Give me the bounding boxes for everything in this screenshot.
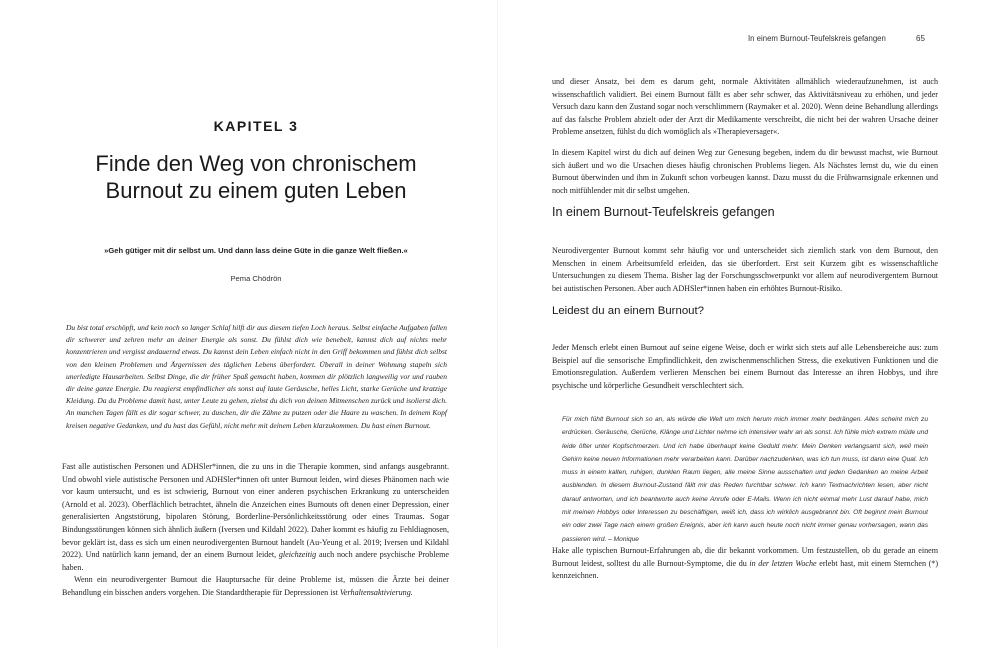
intro-italic-paragraph: Du bist total erschöpft, und kein noch so langer Schlaf hilft dir aus diesem tiefen Loch heraus. Selbst einfache Aufgaben fallen dir schwerer und zehren mehr an deiner Energie als sonst. Du fühlst dich wie benebelt, kannst dich auf nichts mehr konzentrieren und vergisst andauernd etwas. Du kannst dein Leben einfach nicht in den Griff bekommen und fühlst dich selbst von den kleinen Problemen und Ärgernissen des täglichen Lebens überfordert. Überall in deiner Wohnung stapeln sich unerledigte Hausarbeiten. Selbst Dinge, die dir früher Spaß gemacht haben, kommen dir plötzlich langweilig vor und rauben dir deine ganze Energie. Du reagierst empfindlicher als sonst auf laute Geräusche, helles Licht, starke Gerüche und kratzige Kleidung. Da du Probleme damit hast, unter Leute zu gehen, ziehst du dich von deinen Mitmenschen zurück und isolierst dich. An manchen Tagen fällt es dir sogar schwer, zu duschen, dir die Zähne zu putzen oder die Haare zu waschen. In deinem Kopf kreisen negative Gedanken, und du hast das Gefühl, nicht mehr mit deinem Leben klarzukommen. Du hast einen Burnout. [66, 323, 447, 430]
page-number: 65 [916, 34, 925, 43]
running-head: In einem Burnout-Teufelskreis gefangen [748, 34, 886, 43]
body-text: auch noch andere psychische Probleme haben. [62, 550, 449, 572]
right-body-text-top [552, 68, 938, 206]
body-paragraph: Neurodivergenter Burnout kommt sehr häufig vor und unterscheidet sich ziemlich stark von dem Burnout, den Menschen in einem Arbeitsumfeld erleiden, das sie überfordert. Erst seit Kurzem gibt es wissenschaftliche Untersuchungen zu diesem Thema. Bisher lag der Forschungsschwerpunkt vor allem auf neurodivergentem Burnout bei autistischen Personen. Aber auch ADHSler*innen haben ein erhöhtes Burnout-Risiko. [552, 246, 938, 293]
body-paragraph: Jeder Mensch erlebt einen Burnout auf seine eigene Weise, doch er wirkt sich stets auf alle Lebensbereiche aus: zum Beispiel auf die sensorische Empfindlichkeit, den zwischenmenschlichen Stress, die exekutiven Funktionen und die Emotionsregulation. Außerdem verlieren Menschen bei einem Burnout das Interesse an ihren Hobbys, und ihre psychische und körperliche Gesundheit verschlechtert sich. [552, 343, 938, 390]
section-heading: In einem Burnout-Teufelskreis gefangen [552, 205, 775, 219]
body-text: erlebt hast, mit einem Sternchen (*) kennzeichnen. [552, 558, 939, 581]
emphasis-text: in der letzten Woche [749, 558, 817, 568]
body-paragraph: und dieser Ansatz, bei dem es darum geht, normale Aktivitäten allmählich wiederaufzunehmen, ist auch wissenschaftlich validiert. Bei einem Burnout fällt es aber sehr schwer, das Aktivitätsniveau zu erhöhen, und jeder Versuch dazu kann den Zustand sogar noch verschlimmern (Raymaker et al. 2020). Wenn deine Behandlung allerdings auf das falsche Problem abzielt oder der Arzt dir Medikamente verschreibt, die nicht bei der wahren Ursache deiner Probleme ansetzen, fühlst du dich womöglich als »Therapieversager«. [552, 77, 938, 137]
testimonial-quote: Für mich fühlt Burnout sich so an, als würde die Welt um mich herum mich immer mehr bedrängen. Alles scheint mich zu erdrücken. Geräusche, Gerüche, Klänge und Lichter nehme ich intensiver wahr an als sonst. Ich fühle mich extrem müde und leide öfter unter Kopfschmerzen. Und ich habe überhaupt keine Geduld mehr. Mein Denken verlangsamt sich, weil mein Gehirn keine neuen Informationen mehr verarbeiten kann. Darüber nachzudenken, was ich tun muss, ist dann eine Qual. Ich muss in einem kalten, ruhigen, dunklen Raum liegen, alle meine Sinne ausschalten und jeden Gedanken an meine Arbeit ausblenden. In diesem Burnout-Zustand fällt mir das Reden furchtbar schwer. Ich kann Textnachrichten lesen, aber nicht darauf antworten, und ich beantworte auch keine Anrufe oder E-Mails. Wenn ich nicht einmal mehr Lust darauf habe, mich mit meinen Hobbys oder Interessen zu beschäftigen, weiß ich, dass ich wirklich ausgebrannt bin. Oft beginnt mein Burnout ein oder zwei Tage nach einem großen Ereignis, aber ich kann auch heute noch nicht immer genau vorhersagen, wann das passieren wird. – Monique [562, 416, 928, 543]
body-paragraph [552, 545, 938, 583]
emphasis-text: gleichzeitig [278, 550, 317, 560]
right-body-text-end [552, 537, 938, 591]
right-page [498, 0, 995, 648]
subsection-heading: Leidest du an einem Burnout? [552, 305, 704, 317]
body-text: Fast alle autistischen Personen und ADHSler*innen, die zu uns in die Therapie kommen, sind anfangs ausgebrannt. Und obwohl viele autistische Personen und ADHSler*innen oft unter Burnout leiden, wird dieses Phänomen nach wie vor kaum untersucht, und es ist schwierig, Burnout von einer anderen psychischen Erkrankung zu unterscheiden (Arnold et al. 2023). Oberflächlich betrachtet, ähneln die Anzeichen eines Burnouts oft denen einer Depression, einer generalisierten Angststörung, bipolaren Störung, Borderline-Persönlichkeitsstörung oder eines Traumas. Sogar Bindungsstörungen können sich ähnlich äußern (Iversen und Kildahl 2022). Daher kommt es häufig zu Fehldiagnosen, bevor geklärt ist, dass es sich um einen neurodivergenten Burnout handelt (Au-Yeung et al. 2019; Iversen und Kildahl 2022). Und natürlich kann jemand, der an einem Burnout leidet, [62, 462, 449, 560]
left-body-text [62, 461, 449, 600]
body-paragraph: In diesem Kapitel wirst du dich auf deinen Weg zur Genesung begeben, indem du dir bewusst machst, wie Burnout sich äußert und wo die Ursachen dieses häufig chronischen Problems liegen. Als Nächstes lernst du, wie du einen Burnout überwinden und ihm in Zukunft schon vorbeugen kannst. Dazu musst du die Frühwarnsignale erkennen und noch mitfühlender mit dir selbst umgehen. [552, 148, 938, 195]
left-page [0, 0, 497, 648]
chapter-label: KAPITEL 3 [213, 118, 299, 134]
body-text: Wenn ein neurodivergenter Burnout die Hauptursache für deine Probleme ist, müssen die Ärzte bei deiner Behandlung ein bisschen anders vorgehen. Die Standardtherapie für Depressionen ist [62, 575, 449, 597]
emphasis-text: Verhaltensaktivierung. [339, 587, 413, 597]
right-body-text-sub [552, 334, 938, 401]
epigraph-author: Pema Chödrön [230, 274, 282, 283]
epigraph-quote: »Geh gütiger mit dir selbst um. Und dann lass deine Güte in die ganze Welt fließen.« [104, 246, 408, 255]
chapter-title: Finde den Weg von chronischem Burnout zu einem guten Leben [95, 151, 417, 203]
body-paragraph [62, 461, 449, 574]
body-text: Hake alle typischen Burnout-Erfahrungen ab, die dir bekannt vorkommen. Um festzustellen, ob du gerade an einem Burnout leidest, solltest du alle Burnout-Symptome, die du [552, 546, 938, 568]
body-paragraph [62, 574, 449, 599]
right-body-text-mid [552, 237, 938, 304]
